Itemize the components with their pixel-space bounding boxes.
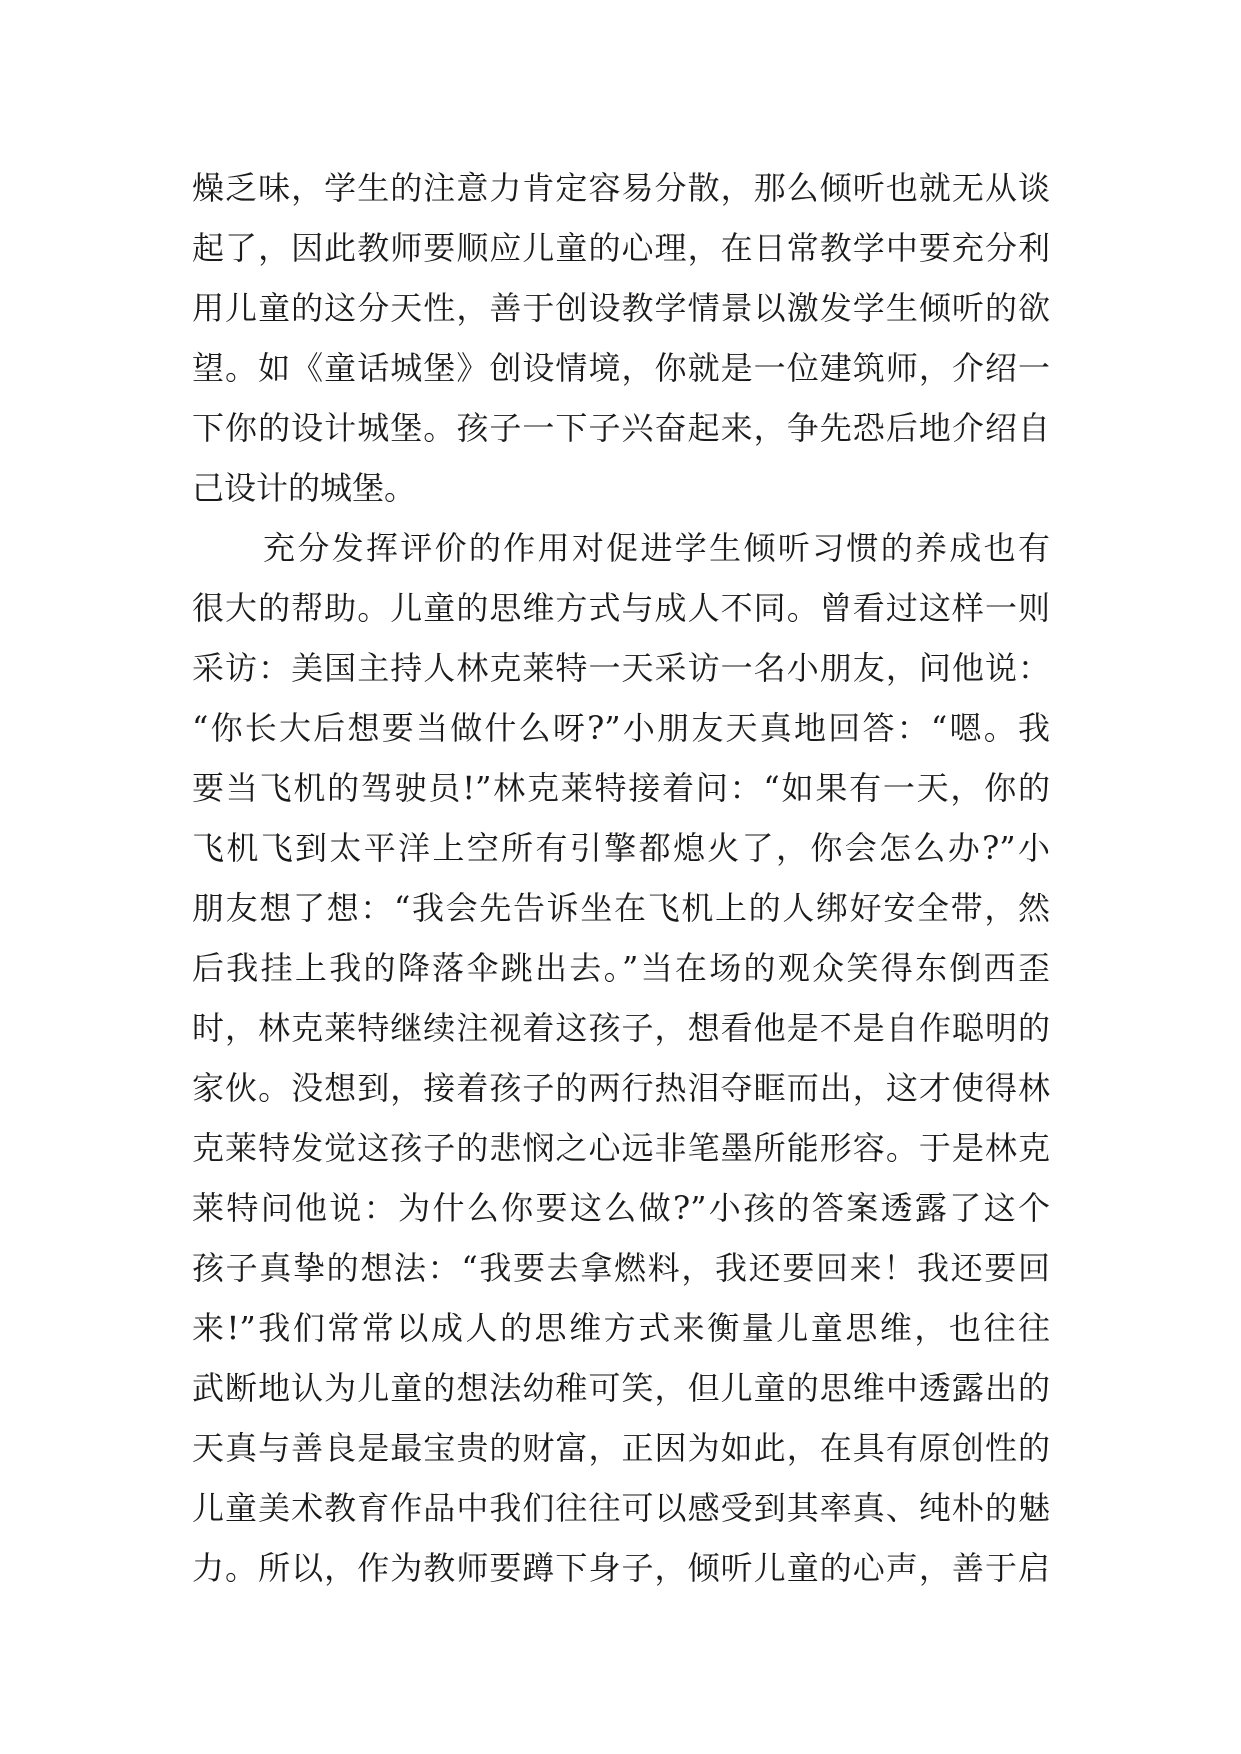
text-line: 充分发挥评价的作用对促进学生倾听习惯的养成也有 bbox=[263, 529, 1050, 567]
text-line: 莱特问他说：为什么你要这么做?”小孩的答案透露了这个 bbox=[192, 1189, 1050, 1227]
text-line: 采访：美国主持人林克莱特一天采访一名小朋友，问他说： bbox=[192, 649, 1050, 687]
text-line: 孩子真挚的想法：“我要去拿燃料，我还要回来！我还要回 bbox=[192, 1249, 1050, 1287]
text-line: 家伙。没想到，接着孩子的两行热泪夺眶而出，这才使得林 bbox=[192, 1069, 1050, 1107]
text-line: 天真与善良是最宝贵的财富，正因为如此，在具有原创性的 bbox=[192, 1429, 1050, 1467]
text-line: 后我挂上我的降落伞跳出去。”当在场的观众笑得东倒西歪 bbox=[192, 949, 1050, 987]
text-line: “你长大后想要当做什么呀?”小朋友天真地回答：“嗯。我 bbox=[192, 709, 1050, 747]
body-text bbox=[192, 158, 1050, 1598]
text-line: 要当飞机的驾驶员!”林克莱特接着问：“如果有一天，你的 bbox=[192, 769, 1050, 807]
text-line: 用儿童的这分天性，善于创设教学情景以激发学生倾听的欲 bbox=[192, 289, 1050, 327]
text-line: 武断地认为儿童的想法幼稚可笑，但儿童的思维中透露出的 bbox=[192, 1369, 1050, 1407]
text-line: 克莱特发觉这孩子的悲悯之心远非笔墨所能形容。于是林克 bbox=[192, 1129, 1050, 1167]
text-line: 起了，因此教师要顺应儿童的心理，在日常教学中要充分利 bbox=[192, 229, 1050, 267]
text-line: 很大的帮助。儿童的思维方式与成人不同。曾看过这样一则 bbox=[192, 589, 1050, 627]
text-line: 望。如《童话城堡》创设情境，你就是一位建筑师，介绍一 bbox=[192, 349, 1050, 387]
text-line: 燥乏味，学生的注意力肯定容易分散，那么倾听也就无从谈 bbox=[192, 169, 1050, 207]
text-line: 力。所以，作为教师要蹲下身子，倾听儿童的心声，善于启 bbox=[192, 1549, 1050, 1587]
text-line: 下你的设计城堡。孩子一下子兴奋起来，争先恐后地介绍自 bbox=[192, 409, 1050, 447]
text-line: 来!”我们常常以成人的思维方式来衡量儿童思维，也往往 bbox=[192, 1309, 1050, 1347]
text-line: 朋友想了想：“我会先告诉坐在飞机上的人绑好安全带，然 bbox=[192, 889, 1050, 927]
text-line: 飞机飞到太平洋上空所有引擎都熄火了，你会怎么办?”小 bbox=[192, 829, 1050, 867]
text-line: 己设计的城堡。 bbox=[192, 469, 417, 507]
text-line: 时，林克莱特继续注视着这孩子，想看他是不是自作聪明的 bbox=[192, 1009, 1050, 1047]
text-line: 儿童美术教育作品中我们往往可以感受到其率真、纯朴的魅 bbox=[192, 1489, 1050, 1527]
